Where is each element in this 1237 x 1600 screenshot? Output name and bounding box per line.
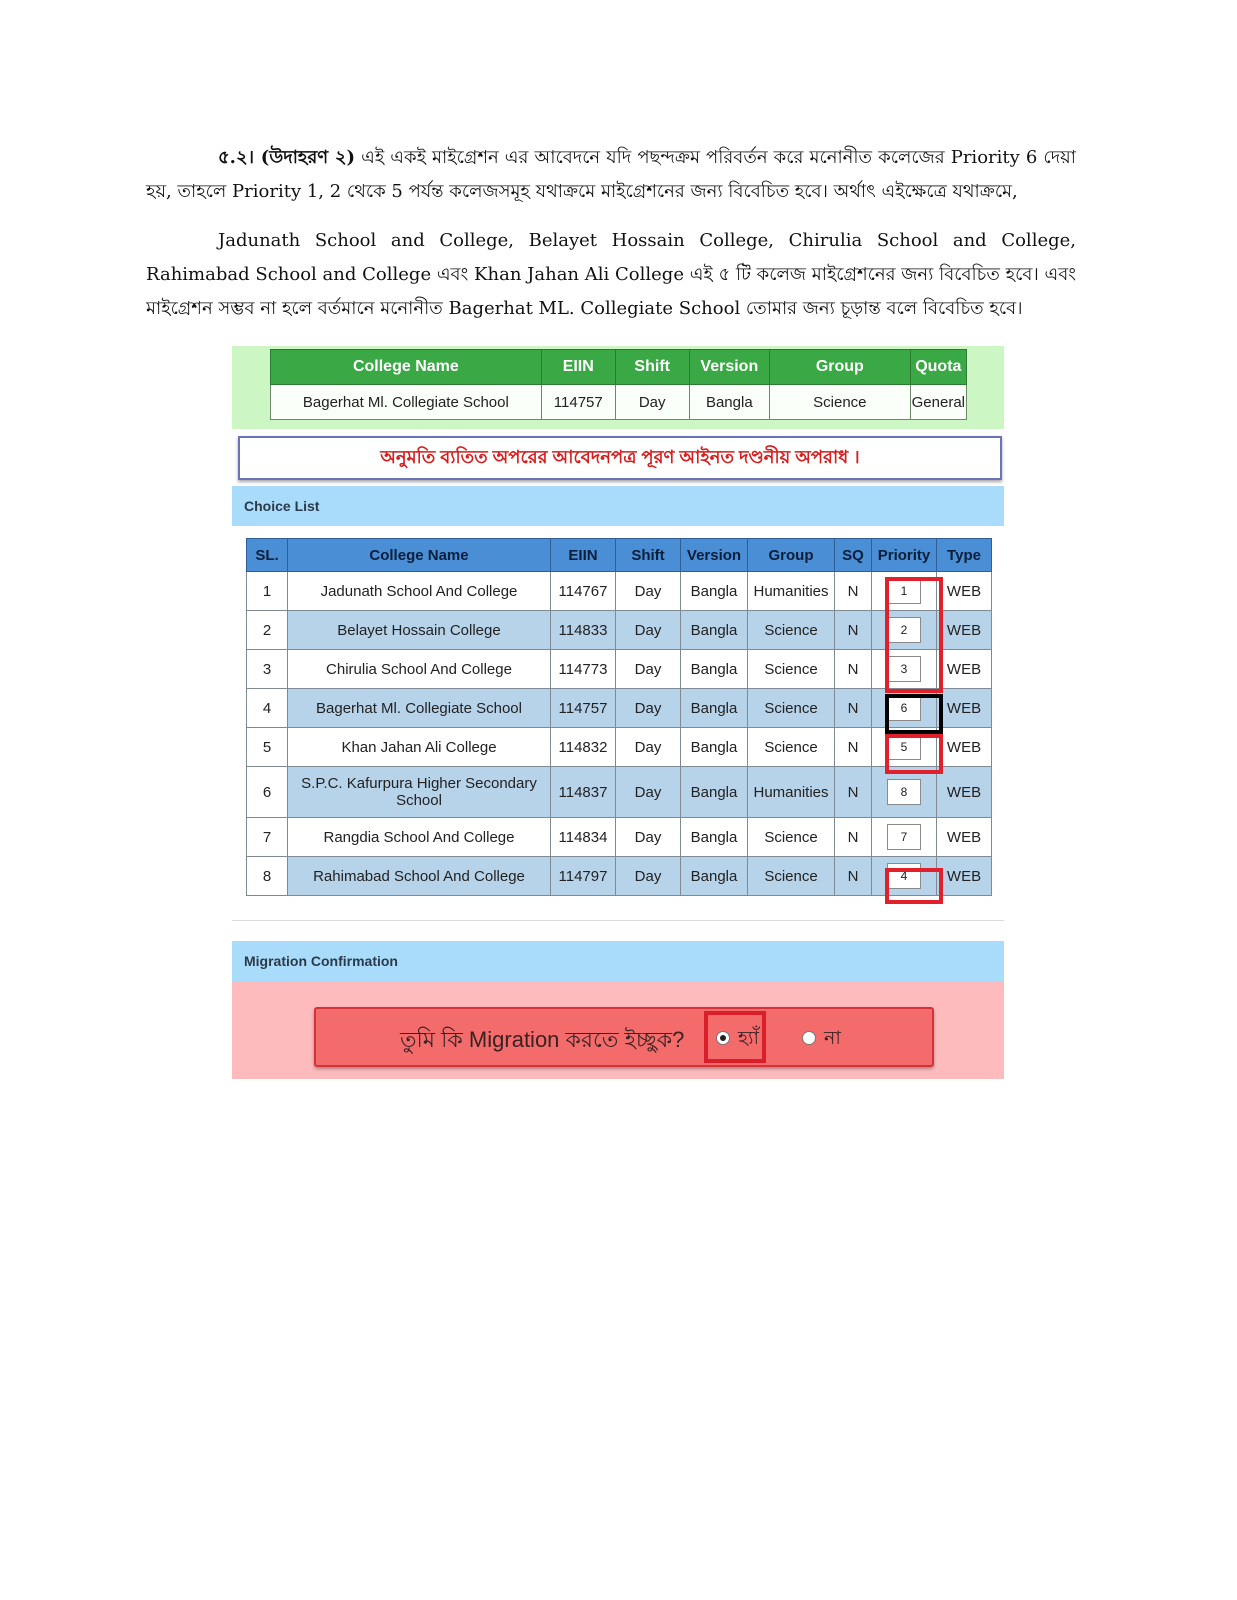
row-priority <box>872 611 937 650</box>
row-version: Bangla <box>681 857 748 896</box>
row-type: WEB <box>937 572 992 611</box>
row-shift: Day <box>616 572 681 611</box>
row-type: WEB <box>937 857 992 896</box>
row-type: WEB <box>937 728 992 767</box>
row-version: Bangla <box>681 650 748 689</box>
row-group: Humanities <box>748 767 835 818</box>
selected-group: Science <box>770 385 911 420</box>
choice-list-header <box>232 486 1004 526</box>
selected-college-name: Bagerhat Ml. Collegiate School <box>271 385 542 420</box>
choice-list-title: Choice List <box>244 498 320 514</box>
row-group: Science <box>748 611 835 650</box>
row-group: Humanities <box>748 572 835 611</box>
table-row <box>247 572 992 611</box>
header-version: Version <box>689 350 769 385</box>
row-group: Science <box>748 728 835 767</box>
col-priority: Priority <box>872 539 937 572</box>
header-eiin: EIIN <box>541 350 615 385</box>
col-eiin: EIIN <box>551 539 616 572</box>
row-sq: N <box>835 818 872 857</box>
selected-version: Bangla <box>689 385 769 420</box>
row-shift: Day <box>616 689 681 728</box>
row-sq: N <box>835 572 872 611</box>
priority-input[interactable]: 1 <box>887 578 921 604</box>
row-college-name: S.P.C. Kafurpura Higher Secondary School <box>288 767 551 818</box>
row-sl: 6 <box>247 767 288 818</box>
header-quota: Quota <box>910 350 966 385</box>
warning-text: অনুমতি ব্যতিত অপরের আবেদনপত্র পূরণ আইনত দণ্ডনীয় অপরাধ । <box>380 446 860 467</box>
priority-input[interactable]: 2 <box>887 617 921 643</box>
row-type: WEB <box>937 767 992 818</box>
choice-list-table <box>246 538 992 896</box>
row-version: Bangla <box>681 572 748 611</box>
row-college-name: Bagerhat Ml. Collegiate School <box>288 689 551 728</box>
row-type: WEB <box>937 818 992 857</box>
instruction-paragraph-2 <box>146 224 1076 326</box>
legal-warning-banner <box>238 436 1002 480</box>
selected-shift: Day <box>615 385 689 420</box>
example-heading: ৫.২। (উদাহরণ ২) <box>218 147 356 168</box>
table-row <box>247 857 992 896</box>
row-priority <box>872 572 937 611</box>
migration-question-box <box>314 1007 934 1067</box>
row-eiin: 114767 <box>551 572 616 611</box>
table-row <box>247 767 992 818</box>
migration-confirmation-header <box>232 941 1004 981</box>
row-sl: 1 <box>247 572 288 611</box>
row-eiin: 114832 <box>551 728 616 767</box>
selected-college-row <box>271 385 967 420</box>
paragraph-1-text: এই একই মাইগ্রেশন এর আবেদনে যদি পছন্দক্রম পরিবর্তন করে মনোনীত কলেজের Priority 6 দেয়া হয়, তাহলে Priority 1, 2 থেকে 5 পর্যন্ত কলেজসমূহ যথাক্রমে মাইগ্রেশনের জন্য বিবেচিত হবে। অর্থাৎ এইক্ষেত্রে যথাক্রমে, <box>146 147 1077 202</box>
header-college-name: College Name <box>271 350 542 385</box>
table-row <box>247 728 992 767</box>
row-eiin: 114837 <box>551 767 616 818</box>
row-priority <box>872 767 937 818</box>
col-sl: SL. <box>247 539 288 572</box>
col-group: Group <box>748 539 835 572</box>
selected-college-table <box>270 349 967 420</box>
selected-college-panel <box>232 346 1004 429</box>
row-priority <box>872 818 937 857</box>
section-divider <box>232 920 1004 921</box>
instruction-paragraph-1 <box>146 141 1076 209</box>
selected-eiin: 114757 <box>541 385 615 420</box>
row-group: Science <box>748 818 835 857</box>
row-shift: Day <box>616 857 681 896</box>
row-type: WEB <box>937 611 992 650</box>
table-row <box>247 650 992 689</box>
migration-title: Migration Confirmation <box>244 953 398 969</box>
row-shift: Day <box>616 611 681 650</box>
paragraph-2-text: Jadunath School and College, Belayet Hossain College, Chirulia School and College, Rahimabad School and College এবং Khan Jahan Ali College এই ৫ টি কলেজ মাইগ্রেশনের জন্য বিবেচিত হবে। এবং মাইগ্রেশন সম্ভব না হলে বর্তমানে মনোনীত Bagerhat ML. Collegiate School তোমার জন্য চূড়ান্ত বলে বিবেচিত হবে। <box>146 230 1076 319</box>
table-row <box>247 611 992 650</box>
row-college-name: Khan Jahan Ali College <box>288 728 551 767</box>
row-college-name: Belayet Hossain College <box>288 611 551 650</box>
row-type: WEB <box>937 689 992 728</box>
row-shift: Day <box>616 728 681 767</box>
radio-no[interactable] <box>802 1031 816 1045</box>
selected-quota: General <box>910 385 966 420</box>
table-row <box>247 689 992 728</box>
priority-input[interactable]: 7 <box>887 824 921 850</box>
priority-input[interactable]: 8 <box>887 779 921 805</box>
row-sq: N <box>835 611 872 650</box>
row-eiin: 114834 <box>551 818 616 857</box>
row-college-name: Rahimabad School And College <box>288 857 551 896</box>
header-shift: Shift <box>615 350 689 385</box>
radio-yes[interactable] <box>716 1031 730 1045</box>
col-college-name: College Name <box>288 539 551 572</box>
row-sl: 3 <box>247 650 288 689</box>
row-college-name: Jadunath School And College <box>288 572 551 611</box>
row-version: Bangla <box>681 611 748 650</box>
migration-question: তুমি কি Migration করতে ইচ্ছুক? <box>400 1027 685 1052</box>
row-sl: 7 <box>247 818 288 857</box>
row-sl: 5 <box>247 728 288 767</box>
row-priority <box>872 650 937 689</box>
col-version: Version <box>681 539 748 572</box>
row-sl: 8 <box>247 857 288 896</box>
row-eiin: 114773 <box>551 650 616 689</box>
row-eiin: 114833 <box>551 611 616 650</box>
row-eiin: 114757 <box>551 689 616 728</box>
row-version: Bangla <box>681 689 748 728</box>
row-version: Bangla <box>681 818 748 857</box>
row-shift: Day <box>616 818 681 857</box>
radio-no-label[interactable]: না <box>824 1028 841 1049</box>
row-sq: N <box>835 728 872 767</box>
col-sq: SQ <box>835 539 872 572</box>
row-shift: Day <box>616 650 681 689</box>
priority-input[interactable]: 3 <box>887 656 921 682</box>
priority-input[interactable]: 6 <box>887 695 921 721</box>
priority-input[interactable]: 5 <box>887 734 921 760</box>
row-group: Science <box>748 650 835 689</box>
row-sl: 2 <box>247 611 288 650</box>
radio-yes-label[interactable]: হ্যাঁ <box>738 1028 760 1049</box>
col-type: Type <box>937 539 992 572</box>
row-version: Bangla <box>681 767 748 818</box>
header-group: Group <box>770 350 911 385</box>
row-sq: N <box>835 689 872 728</box>
row-type: WEB <box>937 650 992 689</box>
row-group: Science <box>748 857 835 896</box>
row-eiin: 114797 <box>551 857 616 896</box>
row-group: Science <box>748 689 835 728</box>
migration-panel <box>232 981 1004 1079</box>
row-shift: Day <box>616 767 681 818</box>
row-sq: N <box>835 857 872 896</box>
table-row <box>247 818 992 857</box>
row-sl: 4 <box>247 689 288 728</box>
row-priority <box>872 689 937 728</box>
row-priority <box>872 857 937 896</box>
row-sq: N <box>835 767 872 818</box>
row-priority <box>872 728 937 767</box>
row-sq: N <box>835 650 872 689</box>
priority-input[interactable]: 4 <box>887 863 921 889</box>
col-shift: Shift <box>616 539 681 572</box>
row-college-name: Rangdia School And College <box>288 818 551 857</box>
row-college-name: Chirulia School And College <box>288 650 551 689</box>
row-version: Bangla <box>681 728 748 767</box>
